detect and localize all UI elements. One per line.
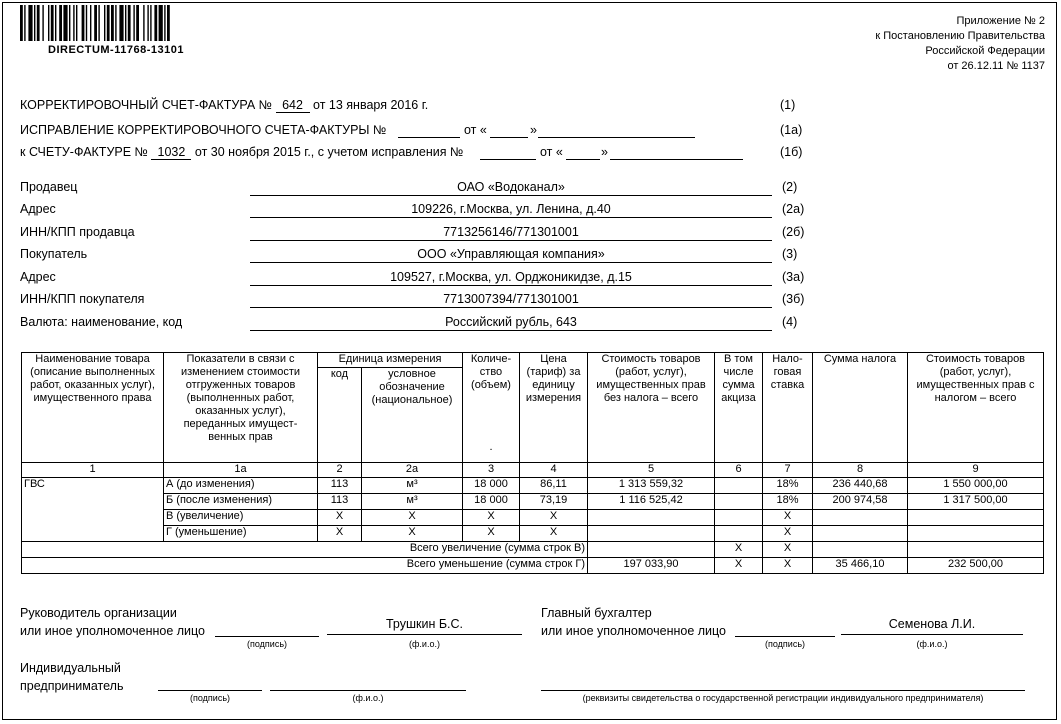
header-quantity-text: Количе-ство (объем): [470, 353, 512, 391]
base-correction-from: от «: [540, 145, 563, 159]
column-number: 4: [520, 463, 588, 478]
table-row: [22, 526, 1044, 542]
correction-title: ИСПРАВЛЕНИЕ КОРРЕКТИРОВОЧНОГО СЧЕТА-ФАКТУРЫ №: [20, 123, 387, 137]
entrepreneur-label-line-2: предприниматель: [20, 679, 124, 693]
accountant-signature-label: [541, 604, 726, 640]
head-signature-line: [215, 636, 319, 637]
correction-number-line: [398, 137, 460, 138]
base-correction-date-line: [610, 159, 743, 160]
correction-from: от «: [464, 123, 487, 137]
party-code: (2): [782, 180, 798, 194]
column-number: 8: [813, 463, 908, 478]
base-correction-day-line: [566, 159, 600, 160]
cost: 1 116 525,42: [588, 494, 715, 510]
unit-name: X: [362, 510, 463, 526]
total-decrease-label: Всего уменьшение (сумма строк Г): [22, 558, 588, 574]
head-signature-caption: (подпись): [246, 639, 288, 649]
header-unit-name: условное обозначение (национальное): [362, 368, 463, 463]
tax-rate: X: [763, 526, 813, 542]
table-row: [22, 510, 1044, 526]
appendix-line-4: от 26.12.11 № 1137: [947, 60, 1045, 72]
entrepreneur-label-line-1: Индивидуальный: [20, 661, 121, 675]
cost: 1 313 559,32: [588, 478, 715, 494]
party-code: (3): [782, 247, 798, 261]
total-decrease-excise: X: [715, 558, 763, 574]
total-decrease-row: [22, 558, 1044, 574]
seller-address: 109226, г.Москва, ул. Ленина, д.40: [250, 202, 772, 218]
column-number: 5: [588, 463, 715, 478]
quantity: 18 000: [463, 494, 520, 510]
entrepreneur-fio-line: [270, 690, 466, 691]
accountant-signature-line: [735, 636, 835, 637]
item-name: ГВС: [22, 478, 164, 542]
column-numbers-row: [22, 463, 1044, 478]
header-cost: Стоимость товаров (работ, услуг), имущественных прав без налога – всего: [588, 353, 715, 463]
entrepreneur-signature-caption: (подпись): [189, 693, 231, 703]
cost: [588, 510, 715, 526]
table-row: [22, 478, 1044, 494]
total-increase-label: Всего увеличение (сумма строк В): [22, 542, 588, 558]
column-number: 1: [22, 463, 164, 478]
excise: [715, 510, 763, 526]
buyer-name: ООО «Управляющая компания»: [250, 247, 772, 263]
head-label-line-2: или иное уполномоченное лицо: [20, 624, 206, 638]
entrepreneur-fio-caption: (ф.и.о.): [352, 693, 384, 703]
unit-code: 113: [318, 494, 362, 510]
column-number: 6: [715, 463, 763, 478]
excise: [715, 526, 763, 542]
header-line-3: [20, 145, 463, 160]
buyer-address: 109527, г.Москва, ул. Орджоникидзе, д.15: [250, 270, 772, 286]
accountant-fio-caption: (ф.и.о.): [916, 639, 948, 649]
total-increase-total: [908, 542, 1044, 558]
total-amount: [908, 526, 1044, 542]
seller-name: ОАО «Водоканал»: [250, 180, 772, 196]
party-code: (2а): [782, 202, 805, 216]
header-rate: Нало-говая ставка: [763, 353, 813, 463]
head-label-line-1: Руководитель организации: [20, 606, 177, 620]
base-invoice-date: от 30 ноября 2015 г., с учетом исправления №: [194, 145, 464, 159]
head-signature-label: [20, 604, 205, 640]
column-number: 9: [908, 463, 1044, 478]
entrepreneur-label: [20, 659, 123, 695]
tax-amount: 200 974,58: [813, 494, 908, 510]
code-1: (1): [780, 98, 796, 112]
row-indicator: В (увеличение): [164, 510, 318, 526]
base-correction-number-line: [480, 159, 536, 160]
total-amount: 1 550 000,00: [908, 478, 1044, 494]
entrepreneur-signature-line: [158, 690, 262, 691]
column-number: 3: [463, 463, 520, 478]
goods-table: [21, 352, 1044, 574]
correction-date-line: [538, 137, 695, 138]
correction-quote: »: [530, 123, 537, 137]
unit-code: X: [318, 526, 362, 542]
code-1b: (1б): [780, 145, 803, 159]
header-line-1: [20, 98, 428, 113]
total-decrease-rate: X: [763, 558, 813, 574]
header-unit: Единица измерения: [318, 353, 463, 368]
barcode-label: DIRECTUM-11768-13101: [48, 44, 184, 56]
entrepreneur-registration-line: [541, 690, 1025, 691]
tax-amount: 236 440,68: [813, 478, 908, 494]
header-tax: Сумма налога: [813, 353, 908, 463]
total-amount: [908, 510, 1044, 526]
column-number: 7: [763, 463, 813, 478]
currency: Российский рубль, 643: [250, 315, 772, 331]
appendix-line-3: Российской Федерации: [925, 45, 1045, 57]
appendix-block: [875, 14, 1045, 74]
table-row: [22, 494, 1044, 510]
price: X: [520, 510, 588, 526]
total-decrease-tax: 35 466,10: [813, 558, 908, 574]
header-quantity: [463, 353, 520, 463]
header-excise: В том числе сумма акциза: [715, 353, 763, 463]
total-increase-excise: X: [715, 542, 763, 558]
header-total: Стоимость товаров (работ, услуг), имущественных прав с налогом – всего: [908, 353, 1044, 463]
header-unit-code: код: [318, 368, 362, 463]
base-correction-quote: »: [601, 145, 608, 159]
base-invoice-number: 1032: [151, 145, 191, 160]
tax-rate: X: [763, 510, 813, 526]
entrepreneur-registration-caption: (реквизиты свидетельства о государственной регистрации индивидуального предпринимателя): [582, 693, 984, 703]
cost: [588, 526, 715, 542]
tax-amount: [813, 510, 908, 526]
accountant-label-line-1: Главный бухгалтер: [541, 606, 652, 620]
code-1a: (1а): [780, 123, 803, 137]
price: 86,11: [520, 478, 588, 494]
accountant-name: Семенова Л.И.: [841, 617, 1023, 635]
party-code: (3б): [782, 292, 805, 306]
invoice-number: 642: [276, 98, 310, 113]
tax-rate: 18%: [763, 478, 813, 494]
invoice-title: КОРРЕКТИРОВОЧНЫЙ СЧЕТ-ФАКТУРА №: [20, 98, 273, 112]
row-indicator: А (до изменения): [164, 478, 318, 494]
seller-inn-kpp: 7713256146/771301001: [250, 225, 772, 241]
base-invoice-title: к СЧЕТУ-ФАКТУРЕ №: [20, 145, 148, 159]
head-fio-caption: (ф.и.о.): [409, 639, 440, 649]
price: 73,19: [520, 494, 588, 510]
header-indicators: Показатели в связи с изменением стоимости отгруженных товаров (выполненных работ, оказанных услуг), переданных имущест-венных прав: [164, 353, 318, 463]
party-code: (4): [782, 315, 798, 329]
party-label: ИНН/КПП покупателя: [20, 292, 145, 306]
unit-code: X: [318, 510, 362, 526]
party-label: Покупатель: [20, 247, 88, 261]
correction-day-line: [490, 137, 528, 138]
column-number: 1а: [164, 463, 318, 478]
unit-name: м³: [362, 478, 463, 494]
total-increase-cost: [588, 542, 715, 558]
quantity: X: [463, 510, 520, 526]
accountant-label-line-2: или иное уполномоченное лицо: [541, 624, 727, 638]
header-price: Цена (тариф) за единицу измерения: [520, 353, 588, 463]
tax-rate: 18%: [763, 494, 813, 510]
header-name: Наименование товара (описание выполненных работ, оказанных услуг), имущественного права: [22, 353, 164, 463]
unit-name: X: [362, 526, 463, 542]
party-label: ИНН/КПП продавца: [20, 225, 135, 239]
header-quantity-dot: .: [489, 441, 493, 453]
excise: [715, 478, 763, 494]
party-code: (3а): [782, 270, 805, 284]
party-label: Валюта: наименование, код: [20, 315, 183, 329]
total-increase-row: [22, 542, 1044, 558]
quantity: 18 000: [463, 478, 520, 494]
unit-name: м³: [362, 494, 463, 510]
party-label: Адрес: [20, 202, 56, 216]
party-code: (2б): [782, 225, 805, 239]
buyer-inn-kpp: 7713007394/771301001: [250, 292, 772, 308]
appendix-line-2: к Постановлению Правительства: [875, 30, 1045, 42]
tax-amount: [813, 526, 908, 542]
accountant-signature-caption: (подпись): [764, 639, 806, 649]
excise: [715, 494, 763, 510]
head-name: Трушкин Б.С.: [327, 617, 522, 635]
unit-code: 113: [318, 478, 362, 494]
total-increase-rate: X: [763, 542, 813, 558]
total-decrease-cost: 197 033,90: [588, 558, 715, 574]
column-number: 2: [318, 463, 362, 478]
invoice-date: от 13 января 2016 г.: [313, 98, 429, 112]
row-indicator: Г (уменьшение): [164, 526, 318, 542]
row-indicator: Б (после изменения): [164, 494, 318, 510]
party-label: Адрес: [20, 270, 56, 284]
quantity: X: [463, 526, 520, 542]
total-decrease-total: 232 500,00: [908, 558, 1044, 574]
party-label: Продавец: [20, 180, 78, 194]
price: X: [520, 526, 588, 542]
column-number: 2а: [362, 463, 463, 478]
total-amount: 1 317 500,00: [908, 494, 1044, 510]
total-increase-tax: [813, 542, 908, 558]
appendix-line-1: Приложение № 2: [956, 15, 1045, 27]
barcode-image: [20, 5, 220, 41]
